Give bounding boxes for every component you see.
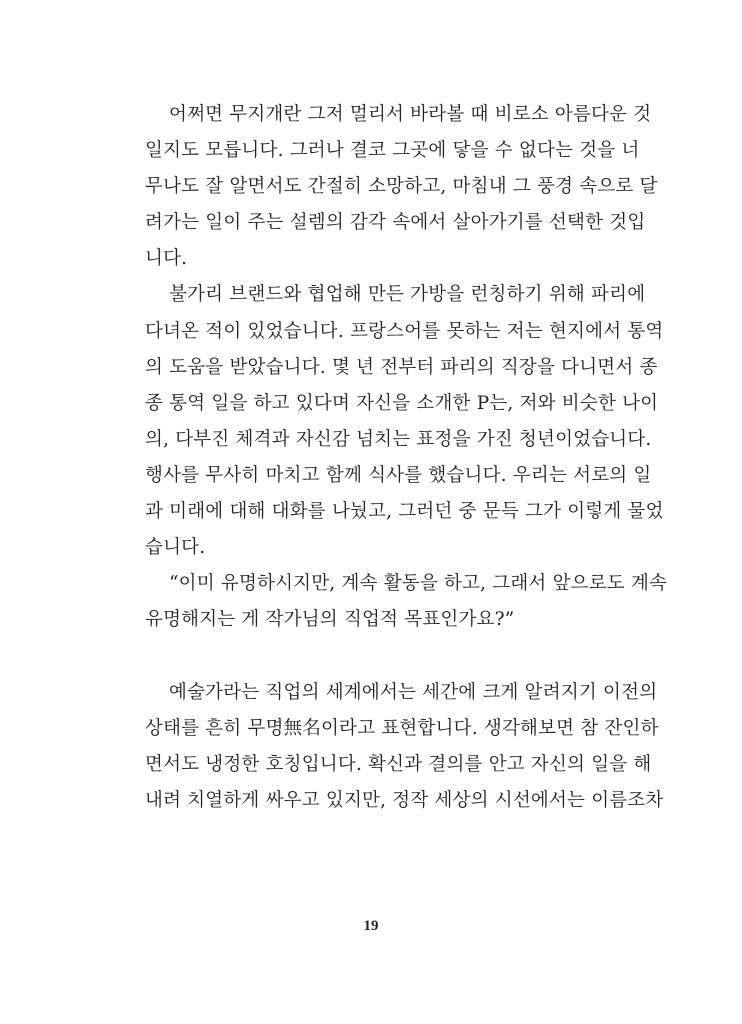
- text-line: 니다.: [145, 248, 188, 270]
- text-line: 일지도 모릅니다. 그러나 결코 그곳에 닿을 수 없다는 것을 너: [145, 140, 640, 162]
- text-line: 다녀온 적이 있었습니다. 프랑스어를 못하는 저는 현지에서 통역: [145, 320, 664, 342]
- paragraph: [145, 281, 664, 570]
- paragraph-gap: [145, 642, 615, 678]
- text-line: 유명해지는 게 작가님의 직업적 목표인가요?”: [145, 609, 515, 631]
- text-line: 무나도 잘 알면서도 간절히 소망하고, 마침내 그 풍경 속으로 달: [145, 176, 658, 198]
- paragraph: [145, 101, 658, 281]
- text-line: 과 미래에 대해 대화를 나눴고, 그러던 중 문득 그가 이렇게 물었: [145, 501, 664, 523]
- text-line: “이미 유명하시지만, 계속 활동을 하고, 그래서 앞으로도 계속: [169, 573, 668, 595]
- text-line: 습니다.: [145, 537, 206, 559]
- text-line: 종 통역 일을 하고 있다며 자신을 소개한 P는, 저와 비슷한 나이: [145, 392, 659, 414]
- text-line: 의 도움을 받았습니다. 몇 년 전부터 파리의 직장을 다니면서 종: [145, 356, 658, 378]
- text-line: 내려 치열하게 싸우고 있지만, 정작 세상의 시선에서는 이름조차: [145, 789, 664, 811]
- text-line: 어쩌면 무지개란 그저 멀리서 바라볼 때 비로소 아름다운 것: [169, 104, 652, 125]
- text-line: 려가는 일이 주는 설렘의 감각 속에서 살아가기를 선택한 것입: [145, 212, 646, 234]
- paragraph-quote: [145, 570, 668, 642]
- text-line: 의, 다부진 체격과 자신감 넘치는 표정을 가진 청년이었습니다.: [145, 428, 652, 450]
- text-line: 불가리 브랜드와 협업해 만든 가방을 런칭하기 위해 파리에: [169, 284, 646, 306]
- paragraph: [145, 679, 664, 823]
- page-number: 19: [363, 918, 379, 934]
- page-body: [145, 101, 668, 823]
- text-line: 면서도 냉정한 호칭입니다. 확신과 결의를 안고 자신의 일을 해: [145, 753, 652, 775]
- text-line: 행사를 무사히 마치고 함께 식사를 했습니다. 우리는 서로의 일: [145, 464, 652, 486]
- text-line: 예술가라는 직업의 세계에서는 세간에 크게 알려지기 이전의: [169, 681, 658, 703]
- text-line: 상태를 흔히 무명無名이라고 표현합니다. 생각해보면 참 잔인하: [145, 717, 659, 739]
